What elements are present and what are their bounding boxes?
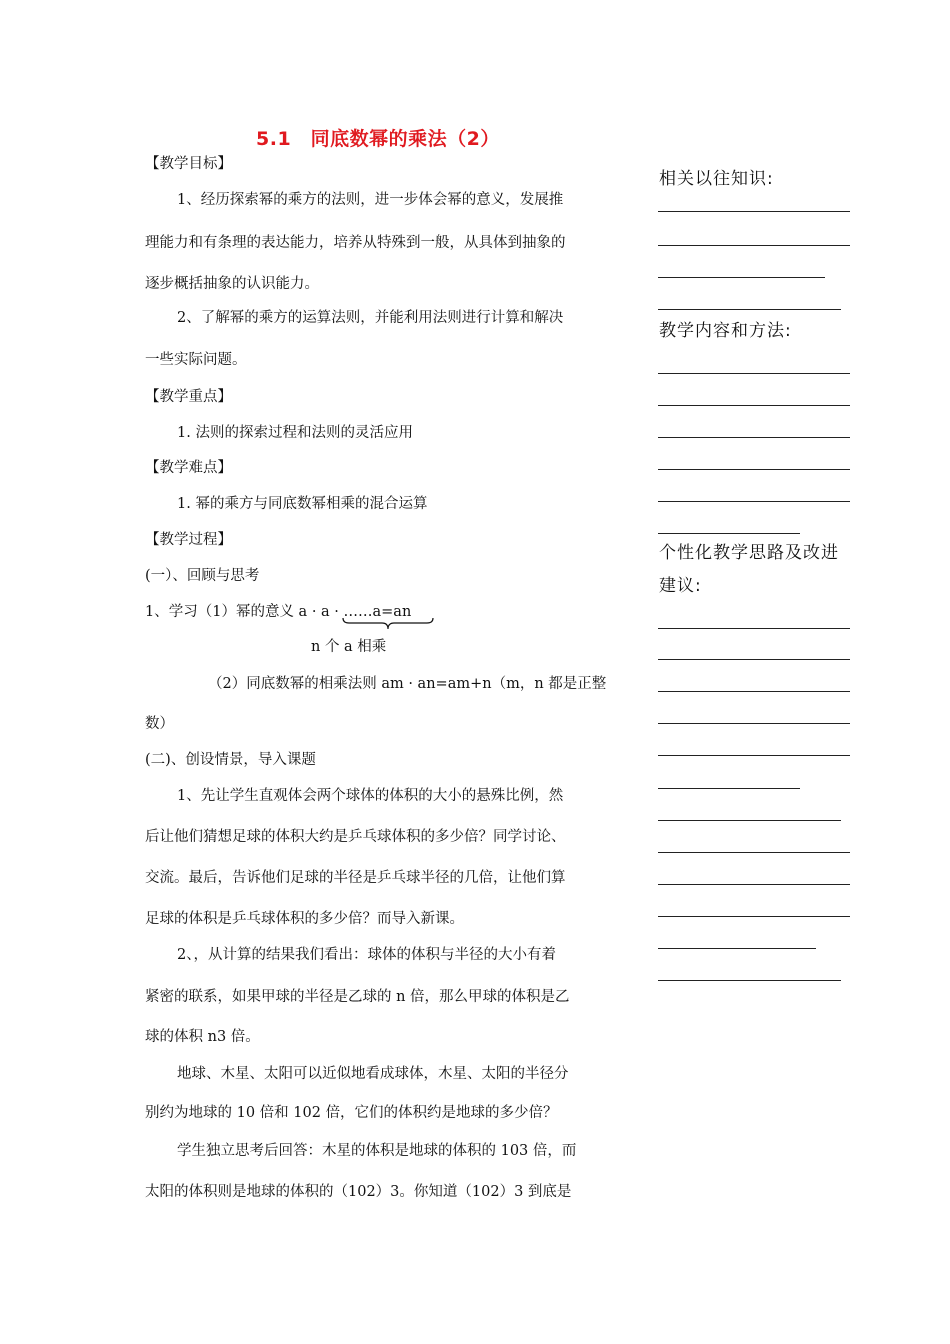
page-title: 5.1 同底数幂的乘法（2） <box>256 128 500 150</box>
scene-1-line-a: 1、先让学生直观体会两个球体的体积的大小的悬殊比例，然 <box>177 788 564 804</box>
writing-line <box>658 948 816 949</box>
writing-line <box>658 659 850 660</box>
key-heading: 【教学重点】 <box>145 389 232 405</box>
writing-line <box>658 469 850 470</box>
writing-line <box>658 245 850 246</box>
scene-1-line-b: 后让他们猜想足球的体积大约是乒乓球体积的多少倍？同学讨论、 <box>145 829 566 845</box>
goal-1-line-b: 理能力和有条理的表达能力，培养从特殊到一般，从具体到抽象的 <box>145 235 566 251</box>
step-1-heading: (一）、回顾与思考 <box>145 568 260 584</box>
review-brace-label: n 个 a 相乘 <box>311 639 387 655</box>
writing-line <box>658 533 800 534</box>
writing-line <box>658 405 850 406</box>
writing-line <box>658 852 850 853</box>
writing-line <box>658 501 850 502</box>
writing-line <box>658 755 850 756</box>
writing-line <box>658 691 850 692</box>
sidebar-label-personalized-a: 个性化教学思路及改进 <box>659 543 839 563</box>
answer-line-a: 学生独立思考后回答：木星的体积是地球的体积的 103 倍，而 <box>177 1143 577 1159</box>
scene-1-line-c: 交流。最后，告诉他们足球的半径是乒乓球半径的几倍，让他们算 <box>145 870 566 886</box>
earth-line-a: 地球、木星、太阳可以近似地看成球体，木星、太阳的半径分 <box>177 1066 569 1082</box>
process-heading: 【教学过程】 <box>145 532 232 548</box>
scene-1-line-d: 足球的体积是乒乓球体积的多少倍？而导入新课。 <box>145 911 464 927</box>
review-line-2a: （2）同底数幂的相乘法则 am · an=am+n（m，n 都是正整 <box>208 676 607 692</box>
writing-line <box>658 437 850 438</box>
writing-line <box>658 884 850 885</box>
writing-line <box>658 916 850 917</box>
step-2-heading: (二)、创设情景，导入课题 <box>145 752 316 768</box>
answer-line-b: 太阳的体积则是地球的体积的（102）3。你知道（102）3 到底是 <box>145 1184 572 1200</box>
earth-line-b: 别约为地球的 10 倍和 102 倍，它们的体积约是地球的多少倍？ <box>145 1105 558 1121</box>
writing-line <box>658 373 850 374</box>
underbrace-icon <box>342 617 434 631</box>
scene-2-line-a: 2、，从计算的结果我们看出：球体的体积与半径的大小有着 <box>177 947 556 963</box>
goal-1-line-c: 逐步概括抽象的认识能力。 <box>145 276 319 292</box>
review-line-2b: 数） <box>145 716 174 732</box>
goal-2-line-a: 2、了解幂的乘方的运算法则，并能利用法则进行计算和解决 <box>177 310 564 326</box>
writing-line <box>658 211 850 212</box>
writing-line <box>658 788 800 789</box>
key-point-1: 1. 法则的探索过程和法则的灵活应用 <box>177 425 413 441</box>
difficulty-point-1: 1. 幂的乘方与同底数幂相乘的混合运算 <box>177 496 428 512</box>
review-line-1: 1、学习（1）幂的意义 a · a · ……a=an <box>145 604 412 620</box>
sidebar-label-prior-knowledge: 相关以往知识: <box>659 169 774 189</box>
sidebar-label-content-methods: 教学内容和方法: <box>659 321 792 341</box>
scene-2-line-c: 球的体积 n3 倍。 <box>145 1029 260 1045</box>
goal-2-line-b: 一些实际问题。 <box>145 352 247 368</box>
writing-line <box>658 628 850 629</box>
writing-line <box>658 980 841 981</box>
sidebar-label-personalized-b: 建议: <box>659 576 702 596</box>
goal-heading: 【教学目标】 <box>145 156 232 172</box>
writing-line <box>658 277 825 278</box>
goal-1-line-a: 1、经历探索幂的乘方的法则，进一步体会幂的意义，发展推 <box>177 192 564 208</box>
writing-line <box>658 309 841 310</box>
writing-line <box>658 820 841 821</box>
difficulty-heading: 【教学难点】 <box>145 460 232 476</box>
scene-2-line-b: 紧密的联系，如果甲球的半径是乙球的 n 倍，那么甲球的体积是乙 <box>145 989 570 1005</box>
writing-line <box>658 723 850 724</box>
